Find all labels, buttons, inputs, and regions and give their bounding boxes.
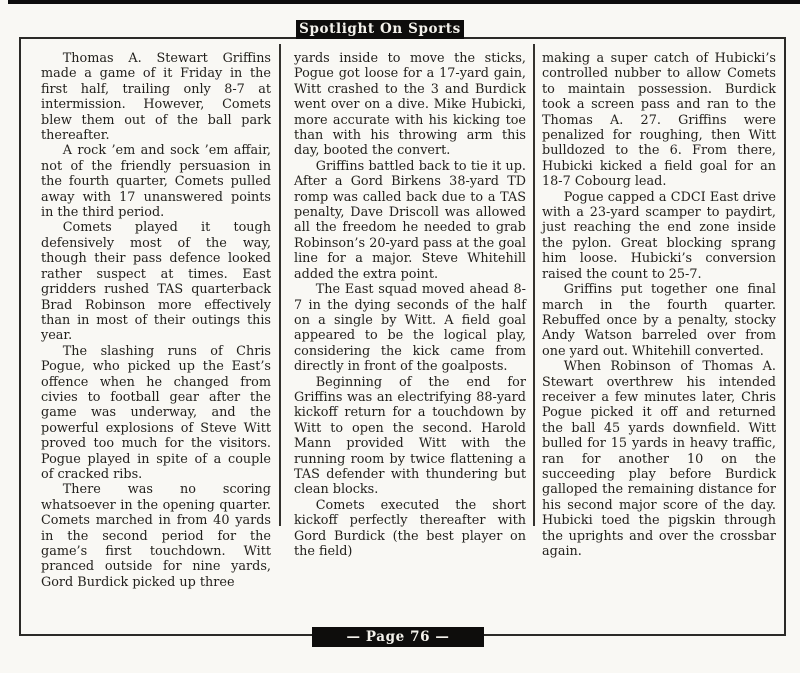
footer-banner-label: — Page 76 — bbox=[346, 629, 450, 645]
paragraph: Griffins put together one final march in the fourth quarter. Rebuffed once by a penalty, stocky Andy Watson barreled over from one yard out. Whitehill converted. bbox=[542, 282, 776, 359]
paragraph: yards inside to move the sticks, Pogue got loose for a 17-yard gain, Witt crashed to the 3 and Burdick went over on a dive. Mike Hubicki, more accurate with his kicking toe than with his throwing arm this day, booted the convert. bbox=[294, 51, 526, 159]
paragraph: Thomas A. Stewart Griffins made a game of it Friday in the first half, trailing only 8-7 at intermission. However, Comets blew them out of the ball park thereafter. bbox=[41, 51, 271, 144]
paragraph: making a super catch of Hubicki’s controlled nubber to allow Comets to maintain possession. Burdick took a screen pass and ran to the Thomas A. 27. Griffins were penalized for roughing, then Witt bulldozed to the 6. From there, Hubicki kicked a field goal for an 18-7 Cobourg lead. bbox=[542, 51, 776, 190]
paragraph: The East squad moved ahead 8-7 in the dying seconds of the half on a single by Witt. A field goal appeared to be the logical play, considering the kick came from directly in front of the goalposts. bbox=[294, 282, 526, 375]
paragraph: When Robinson of Thomas A. Stewart overthrew his intended receiver a few minutes later, Chris Pogue picked it off and returned the ball 45 yards downfield. Witt bulled for 15 yards in heavy traffic, ran for another 10 on the succeeding play before Burdick galloped the remaining distance for his second major score of the day. Hubicki toed the pigskin through the uprights and over the crossbar again. bbox=[542, 359, 776, 559]
text-column-1 bbox=[41, 51, 271, 590]
paragraph: Pogue capped a CDCI East drive with a 23-yard scamper to paydirt, just reaching the end zone inside the pylon. Great blocking sprang him loose. Hubicki’s conversion raised the count to 25-7. bbox=[542, 189, 776, 282]
paragraph: Comets played it tough defensively most of the way, though their pass defence looked rather suspect at times. East gridders rushed TAS quarterback Brad Robinson more effectively than in most of their outings this year. bbox=[41, 220, 271, 344]
text-column-3 bbox=[542, 51, 776, 559]
column-divider-1 bbox=[279, 44, 281, 526]
column-divider-2 bbox=[533, 44, 535, 526]
header-banner-label: Spotlight On Sports bbox=[299, 21, 461, 37]
header-banner bbox=[296, 20, 464, 39]
text-column-2 bbox=[294, 51, 526, 559]
footer-banner bbox=[312, 627, 484, 647]
scan-edge-artifact bbox=[8, 0, 800, 4]
paragraph: Beginning of the end for Griffins was an electrifying 88-yard kickoff return for a touchdown by Witt to open the second. Harold Mann provided Witt with the running room by twice flattening a TAS defender with thundering but clean blocks. bbox=[294, 374, 526, 498]
paragraph: The slashing runs of Chris Pogue, who picked up the East’s offence when he changed from civies to football gear after the game was underway, and the powerful explosions of Steve Witt proved too much for the visitors. Pogue played in spite of a couple of cracked ribs. bbox=[41, 343, 271, 482]
paragraph: Comets executed the short kickoff perfectly thereafter with Gord Burdick (the best player on the field) bbox=[294, 497, 526, 559]
paragraph: A rock ’em and sock ’em affair, not of the friendly persuasion in the fourth quarter, Comets pulled away with 17 unanswered points in the third period. bbox=[41, 143, 271, 221]
paragraph: Griffins battled back to tie it up. After a Gord Birkens 38-yard TD romp was called back due to a TAS penalty, Dave Driscoll was allowed all the freedom he needed to grab Robinson’s 20-yard pass at the goal line for a major. Steve Whitehill added the extra point. bbox=[294, 158, 526, 282]
paragraph: There was no scoring whatsoever in the opening quarter. Comets marched in from 40 yards in the second period for the game’s first touchdown. Witt pranced outside for nine yards, Gord Burdick picked up three bbox=[41, 482, 271, 590]
